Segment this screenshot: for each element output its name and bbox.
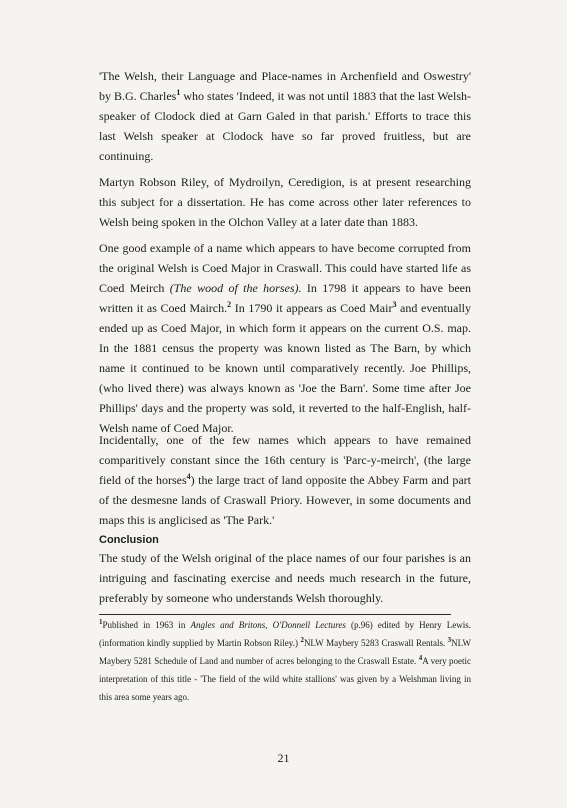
paragraph-text: Incidentally, one of the few names which appears to have remained comparitively constant since the 16th century is 'Parc-y-meirch', (the large field of the horses$^4$) the large tract of land opposite the Abbey Farm and part of the desmesne lands of Craswall Priory. However, in some documents and maps this is anglicised as 'The Park.' [99,433,471,527]
section-heading-conclusion: Conclusion [99,534,159,546]
paragraph-text: The study of the Welsh original of the place names of our four parishes is an intriguing and fascinating exercise and needs much research in the future, preferably by someone who understands Welsh thoroughly. [99,551,471,605]
footnote-marker-2: 2 [227,300,232,309]
footnote-divider [99,614,451,615]
paragraph-text: One good example of a name which appears to have become corrupted from the original Welsh is Coed Major in Craswall. This could have started life as Coed Meirch (The wood of the horses). In 1798 it appears to have been written it as Coed Mairch.$^2$ In 1790 it appears as Coed Mair$^3$ and eventually ended up as Coed Major, in which form it appears on the current O.S. map. In the 1881 census the property was known listed as The Barn, by which name it continued to be known until comparatively recently. Joe Phillips, (who lived there) was always known as 'Joe the Barn'. Some time after Joe Phillips' days and the property was sold, it reverted to the half-English, half-Welsh name of Coed Major. [99,241,472,435]
paragraph-parc-y-meirch [99,430,471,530]
paragraph-coed-major [99,238,471,438]
footnote-marker-1: 1 [176,88,181,97]
italic-translation: (The wood of the horses). [169,281,302,295]
footnote-book-title: Angles and Britons, O'Donnell Lectures [190,620,346,630]
footnote-number-2: 2 [300,636,304,644]
paragraph-charles-quote [99,66,471,166]
footnote-marker-4: 4 [186,472,191,481]
footnote-number-1: 1 [99,618,103,626]
footnote-number-3: 3 [447,636,452,644]
paragraph-text: 'The Welsh, their Language and Place-names in Archenfield and Oswestry' by B.G. Charles$^1$ who states 'Indeed, it was not until 1883 that the last Welsh-speaker of Clodock died at Garn Galed in that parish.' Efforts to trace this last Welsh speaker at Clodock have so far proved fruitless, but are continuing. [99,69,471,163]
footnote-number-4: 4 [418,654,423,662]
footnote-marker-3: 3 [392,300,397,309]
paragraph-riley-research [99,172,471,232]
page-number: 21 [277,751,290,765]
footnotes: $^1$Published in 1963 in Angles and Britons, O'Donnell Lectures (p.96) edited by Henry Lewis. (information kindly supplied by Martin Robson Riley.) $^2$NLW Maybery 5283 Craswall Rentals. $^3$NLW Maybery 5281 Schedule of Land and number of acres belonging to the Craswall Estate. $^4$A very poetic interpretation of this title - 'The field of the wild white stallions' was given by a Welshman living in this area some years ago. [99,618,471,702]
paragraph-text: Martyn Robson Riley, of Mydroilyn, Ceredigion, is at present researching this subject for a dissertation. He has come across other later references to Welsh being spoken in the Olchon Valley at a later date than 1883. [99,175,471,229]
paragraph-conclusion [99,548,471,608]
